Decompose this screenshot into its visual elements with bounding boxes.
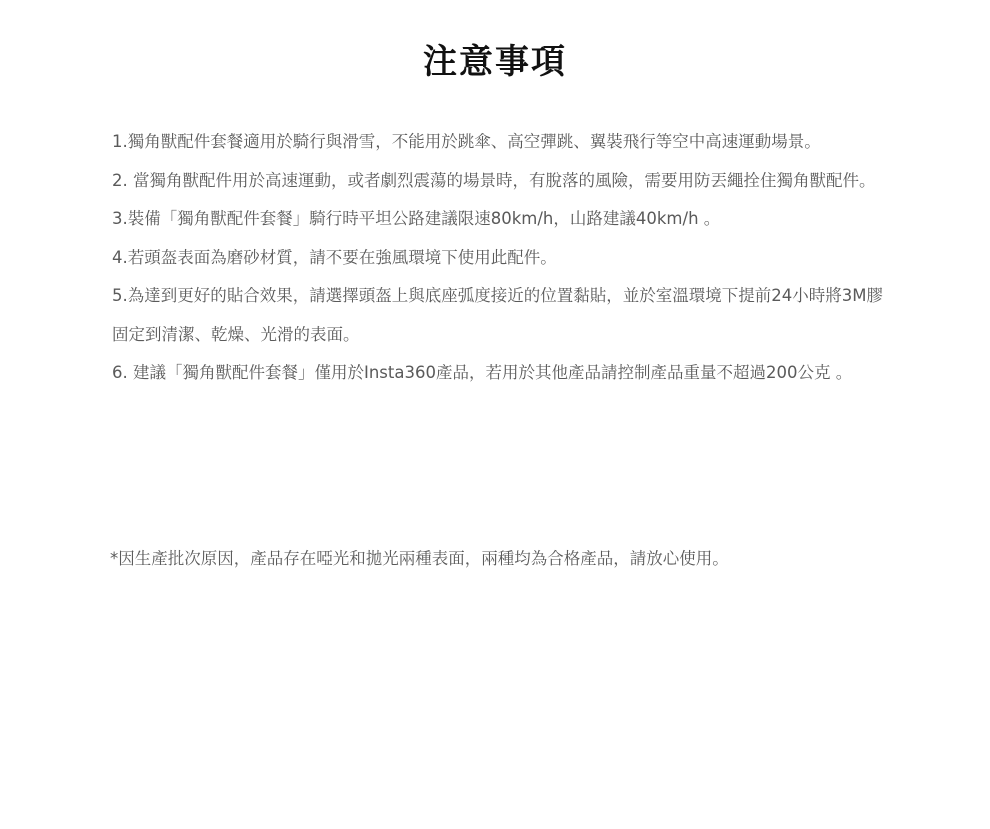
note-item-3: 3.裝備「獨角獸配件套餐」騎行時平坦公路建議限速80km/h，山路建議40km/h 。 <box>112 209 721 228</box>
note-item-5: 5.為達到更好的貼合效果，請選擇頭盔上與底座弧度接近的位置黏貼，並於室溫環境下提前24小時將3M膠固定到清潔、乾燥、光滑的表面。 <box>112 286 883 344</box>
page-title: 注意事項 <box>423 42 567 82</box>
note-item-4: 4.若頭盔表面為磨砂材質，請不要在強風環境下使用此配件。 <box>112 247 557 267</box>
footnote: *因生產批次原因，產品存在啞光和拋光兩種表面，兩種均為合格產品，請放心使用。 <box>110 549 729 568</box>
notes-list <box>112 123 892 393</box>
note-item-6: 6. 建議「獨角獸配件套餐」僅用於Insta360產品，若用於其他產品請控制產品重量不超過200公克 。 <box>112 363 853 382</box>
note-item-1: 1.獨角獸配件套餐適用於騎行與滑雪，不能用於跳傘、高空彈跳、翼裝飛行等空中高速運動場景。 <box>112 132 821 151</box>
note-item-2: 2. 當獨角獸配件用於高速運動，或者劇烈震蕩的場景時，有脫落的風險，需要用防丟繩拴住獨角獸配件。 <box>112 170 876 190</box>
